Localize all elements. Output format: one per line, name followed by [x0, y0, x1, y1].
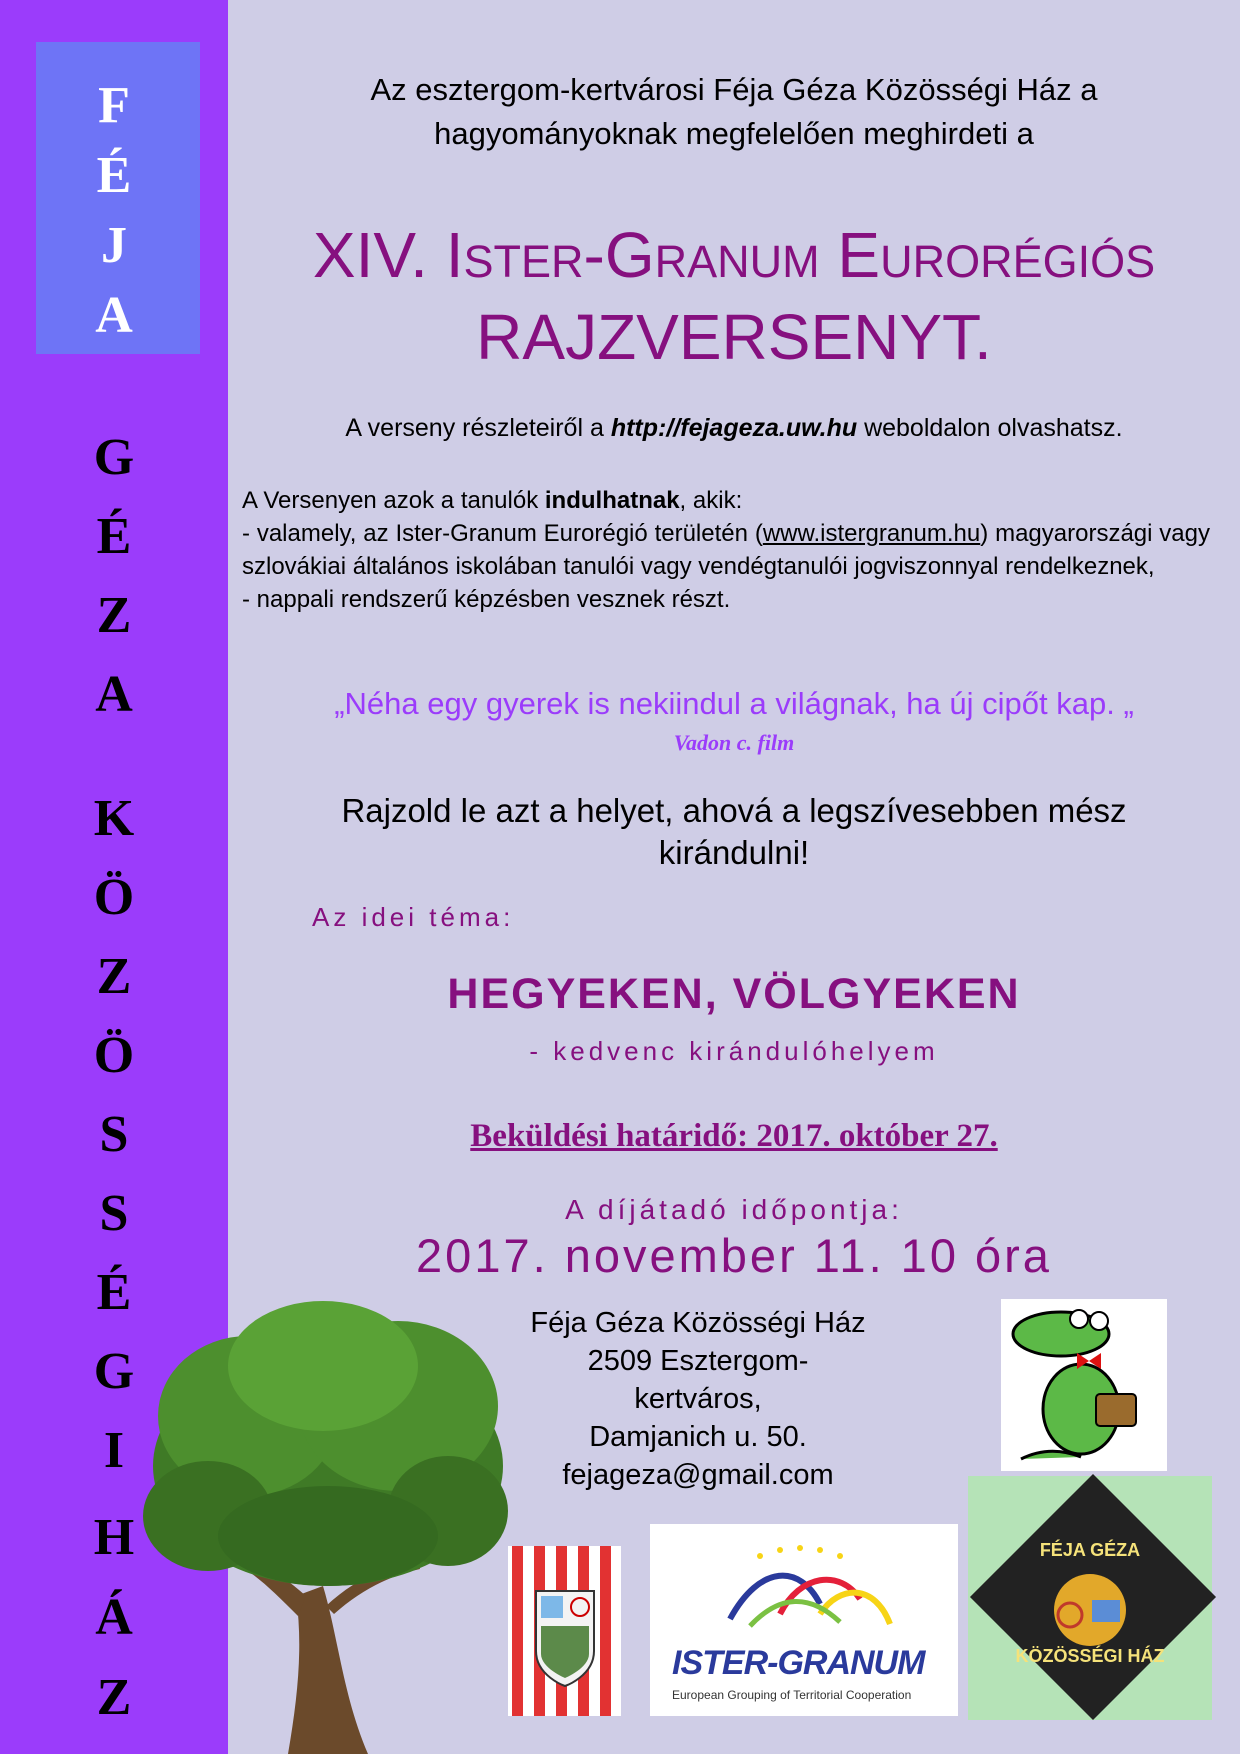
details-after: weboldalon olvashatsz.: [857, 414, 1123, 442]
theme-title: HEGYEKEN, VÖLGYEKEN: [447, 970, 1021, 1018]
sidebar-letter: G: [93, 1343, 135, 1400]
quote-source: Vadon c. film: [673, 730, 795, 755]
istergranum-link[interactable]: www.istergranum.hu: [762, 520, 981, 547]
feja-logo-emblem-icon: [1040, 1570, 1140, 1650]
quote-text: „Néha egy gyerek is nekiindul a világnak, ha új cipőt kap. „: [334, 686, 1134, 721]
details-before: A verseny részleteiről a: [345, 414, 611, 442]
sidebar-letter: S: [99, 1185, 129, 1242]
sidebar-letter: A: [95, 287, 133, 344]
title-line-1: [228, 214, 1240, 296]
title-name: Ister-Granum Eurorégiós: [445, 219, 1156, 291]
sidebar-letter: Z: [96, 1669, 132, 1726]
crocodile-icon: [1001, 1299, 1167, 1471]
eligibility-intro-before: A Versenyen azok a tanulók: [242, 487, 545, 514]
theme-label: Az idei téma:: [312, 902, 515, 932]
sidebar-letter: É: [96, 1264, 132, 1321]
email-link[interactable]: fejageza@gmail.com: [562, 1459, 834, 1491]
sidebar-letter: Z: [96, 948, 132, 1005]
crocodile-mascot-image: [1001, 1299, 1167, 1471]
sidebar-letter: Ö: [93, 1027, 135, 1084]
ister-granum-name: ISTER-GRANUM: [672, 1644, 925, 1682]
sidebar-feja: [0, 77, 228, 360]
sidebar-letter: S: [99, 1106, 129, 1163]
intro-line-2: hagyományoknak megfelelően meghirdeti a: [434, 116, 1034, 151]
sidebar-geza: [0, 429, 228, 748]
details-text: [228, 414, 1240, 443]
intro-line-1: Az esztergom-kertvárosi Féja Géza Közösségi Ház a: [370, 72, 1098, 107]
address-line: kertváros,: [634, 1383, 762, 1415]
poster-title: [228, 214, 1240, 378]
sidebar-letter: Z: [96, 587, 132, 644]
eligibility-item-1-after: ) magyarországi vagy szlovákiai általános iskolában tanulói vagy vendégtanulói jogviszonnyal rendelkeznek,: [242, 520, 1211, 580]
sidebar-letter: I: [103, 1422, 125, 1479]
eligibility-item-1: [242, 517, 1210, 583]
sidebar-letter: A: [95, 666, 133, 723]
feja-logo-top-text: FÉJA GÉZA: [1039, 1540, 1141, 1560]
sidebar-letter: H: [93, 1509, 135, 1566]
tree-illustration: [138, 1296, 518, 1754]
task-line-2: kirándulni!: [658, 834, 810, 871]
eligibility-item-2: - nappali rendszerű képzésben vesznek részt.: [242, 586, 731, 613]
sidebar-letter: J: [101, 217, 127, 274]
sidebar-letter: K: [93, 790, 135, 847]
sidebar-letter: F: [98, 77, 130, 134]
address-line: Damjanich u. 50.: [589, 1421, 807, 1453]
sidebar-letter: É: [96, 147, 132, 204]
ister-granum-logo: [650, 1524, 958, 1716]
task-line-1: Rajzold le azt a helyet, ahová a legszívesebben mész: [341, 792, 1127, 829]
title-number: XIV.: [312, 219, 428, 291]
sidebar-letter: É: [96, 508, 132, 565]
sidebar-letter: G: [93, 429, 135, 486]
eligibility-item-1-before: - valamely, az Ister-Granum Eurorégió területén (: [242, 520, 763, 547]
ister-granum-arcs-icon: [720, 1544, 900, 1634]
deadline-text: Beküldési határidő: 2017. október 27.: [470, 1118, 998, 1154]
eligibility-text: [242, 484, 1210, 616]
address-line: 2509 Esztergom-: [587, 1345, 809, 1377]
theme-subtitle: - kedvenc kirándulóhelyem: [529, 1036, 939, 1066]
sidebar-letter: Á: [95, 1589, 133, 1646]
award-date: 2017. november 11. 10 óra: [416, 1229, 1052, 1282]
title-line-2: RAJZVERSENYT.: [476, 301, 992, 373]
eligibility-intro: [242, 484, 1210, 517]
award-label: A díjátadó időpontja:: [565, 1194, 903, 1225]
intro-text: [228, 68, 1240, 156]
eligibility-intro-bold: indulhatnak: [544, 487, 680, 514]
sidebar-letter: Ö: [93, 869, 135, 926]
crest-icon: [508, 1546, 621, 1716]
address-block: [528, 1304, 868, 1494]
task-text: [228, 790, 1240, 874]
eligibility-intro-after: , akik:: [679, 487, 743, 514]
details-url[interactable]: http://fejageza.uw.hu: [610, 414, 858, 442]
ister-granum-subtitle: European Grouping of Territorial Cooperation: [672, 1688, 912, 1702]
town-crest-logo: [508, 1546, 621, 1716]
feja-logo-bottom-text: KÖZÖSSÉGI HÁZ: [1015, 1646, 1165, 1666]
address-line: Féja Géza Közösségi Ház: [530, 1307, 866, 1339]
